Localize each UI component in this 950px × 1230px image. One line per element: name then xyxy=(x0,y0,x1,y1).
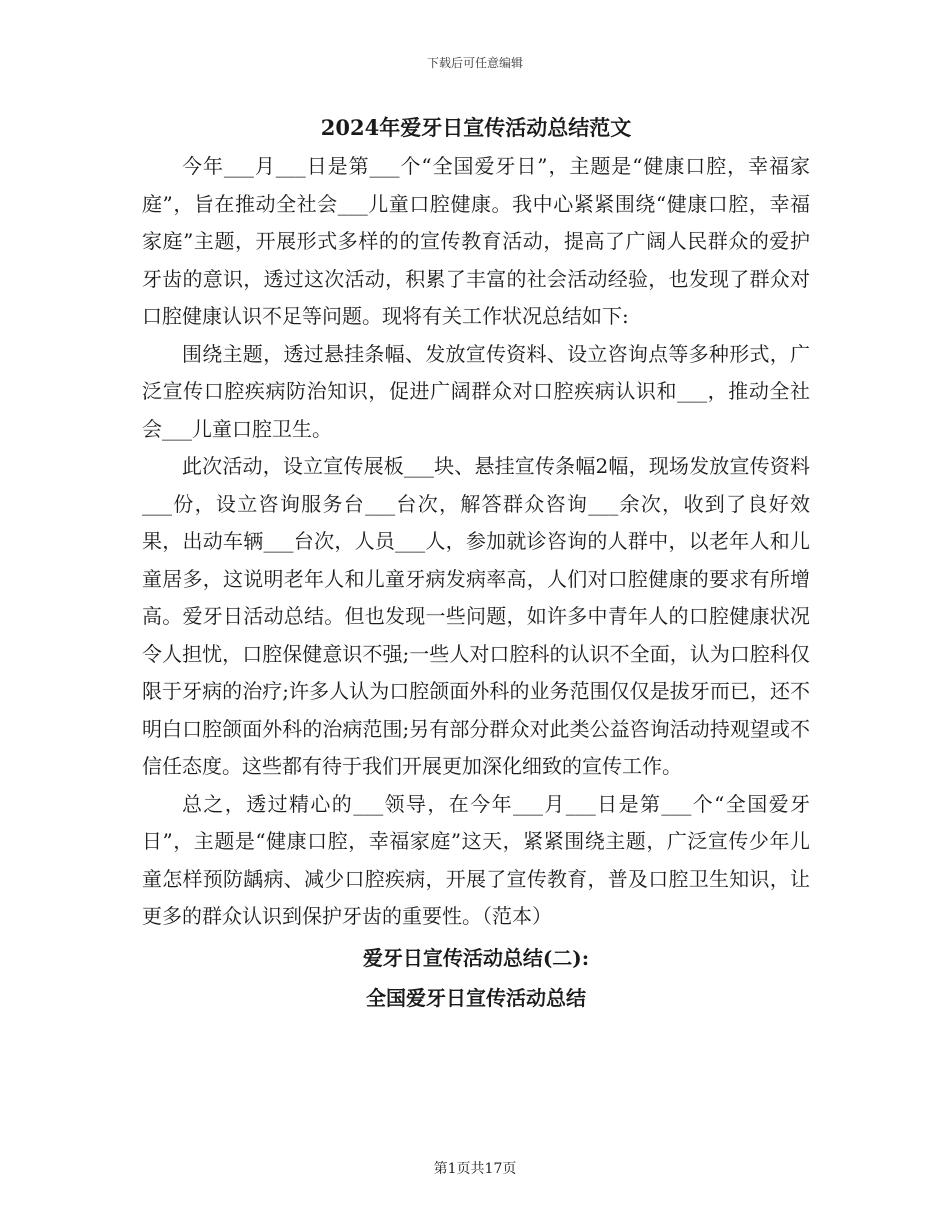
paragraph-summary: 总之，透过精心的___领导，在今年___月___日是第___个“全国爱牙日”，主题是“健康口腔，幸福家庭”这天，紧紧围绕主题，广泛宣传少年儿童怎样预防龋病、减少口腔疾病，开展了宣传教育，普及口腔卫生知识，让更多的群众认识到保护牙齿的重要性。（范本） xyxy=(142,791,810,928)
paragraph-theme: 围绕主题，透过悬挂条幅、发放宣传资料、设立咨询点等多种形式，广泛宣传口腔疾病防治知识，促进广阔群众对口腔疾病认识和___，推动全社会___儿童口腔卫生。 xyxy=(142,341,810,441)
paragraph-activity: 此次活动，设立宣传展板___块、悬挂宣传条幅2幅，现场发放宣传资料___份，设立咨询服务台___台次，解答群众咨询___余次，收到了良好效果，出动车辆___台次，人员___人，参加就诊咨询的人群中，以老年人和儿童居多，这说明老年人和儿童牙病发病率高，人们对口腔健康的要求有所增高。爱牙日活动总结。但也发现一些问题，如许多中青年人的口腔健康状况令人担忧，口腔保健意识不强;一些人对口腔科的认识不全面，认为口腔科仅限于牙病的治疗;许多人认为口腔颌面外科的业务范围仅仅是拔牙而已，还不明白口腔颌面外科的治病范围;另有部分群众对此类公益咨询活动持观望或不信任态度。这些都有待于我们开展更加深化细致的宣传工作。 xyxy=(142,454,810,778)
document-title: 2024年爱牙日宣传活动总结范文 xyxy=(320,115,632,140)
document-body xyxy=(142,110,810,1016)
paragraph-intro: 今年___月___日是第___个“全国爱牙日”，主题是“健康口腔，幸福家庭”，旨在推动全社会___儿童口腔健康。我中心紧紧围绕“健康口腔，幸福家庭”主题，开展形式多样的的宣传教育活动，提高了广阔人民群众的爱护牙齿的意识，透过这次活动，积累了丰富的社会活动经验，也发现了群众对口腔健康认识不足等问题。现将有关工作状况总结如下: xyxy=(142,154,810,328)
subheading-part-two: 爱牙日宣传活动总结(二): xyxy=(362,945,590,970)
subheading-national: 全国爱牙日宣传活动总结 xyxy=(366,985,586,1010)
page-number: 第1页共17页 xyxy=(433,1161,517,1177)
header-note: 下载后可任意编辑 xyxy=(426,56,523,70)
